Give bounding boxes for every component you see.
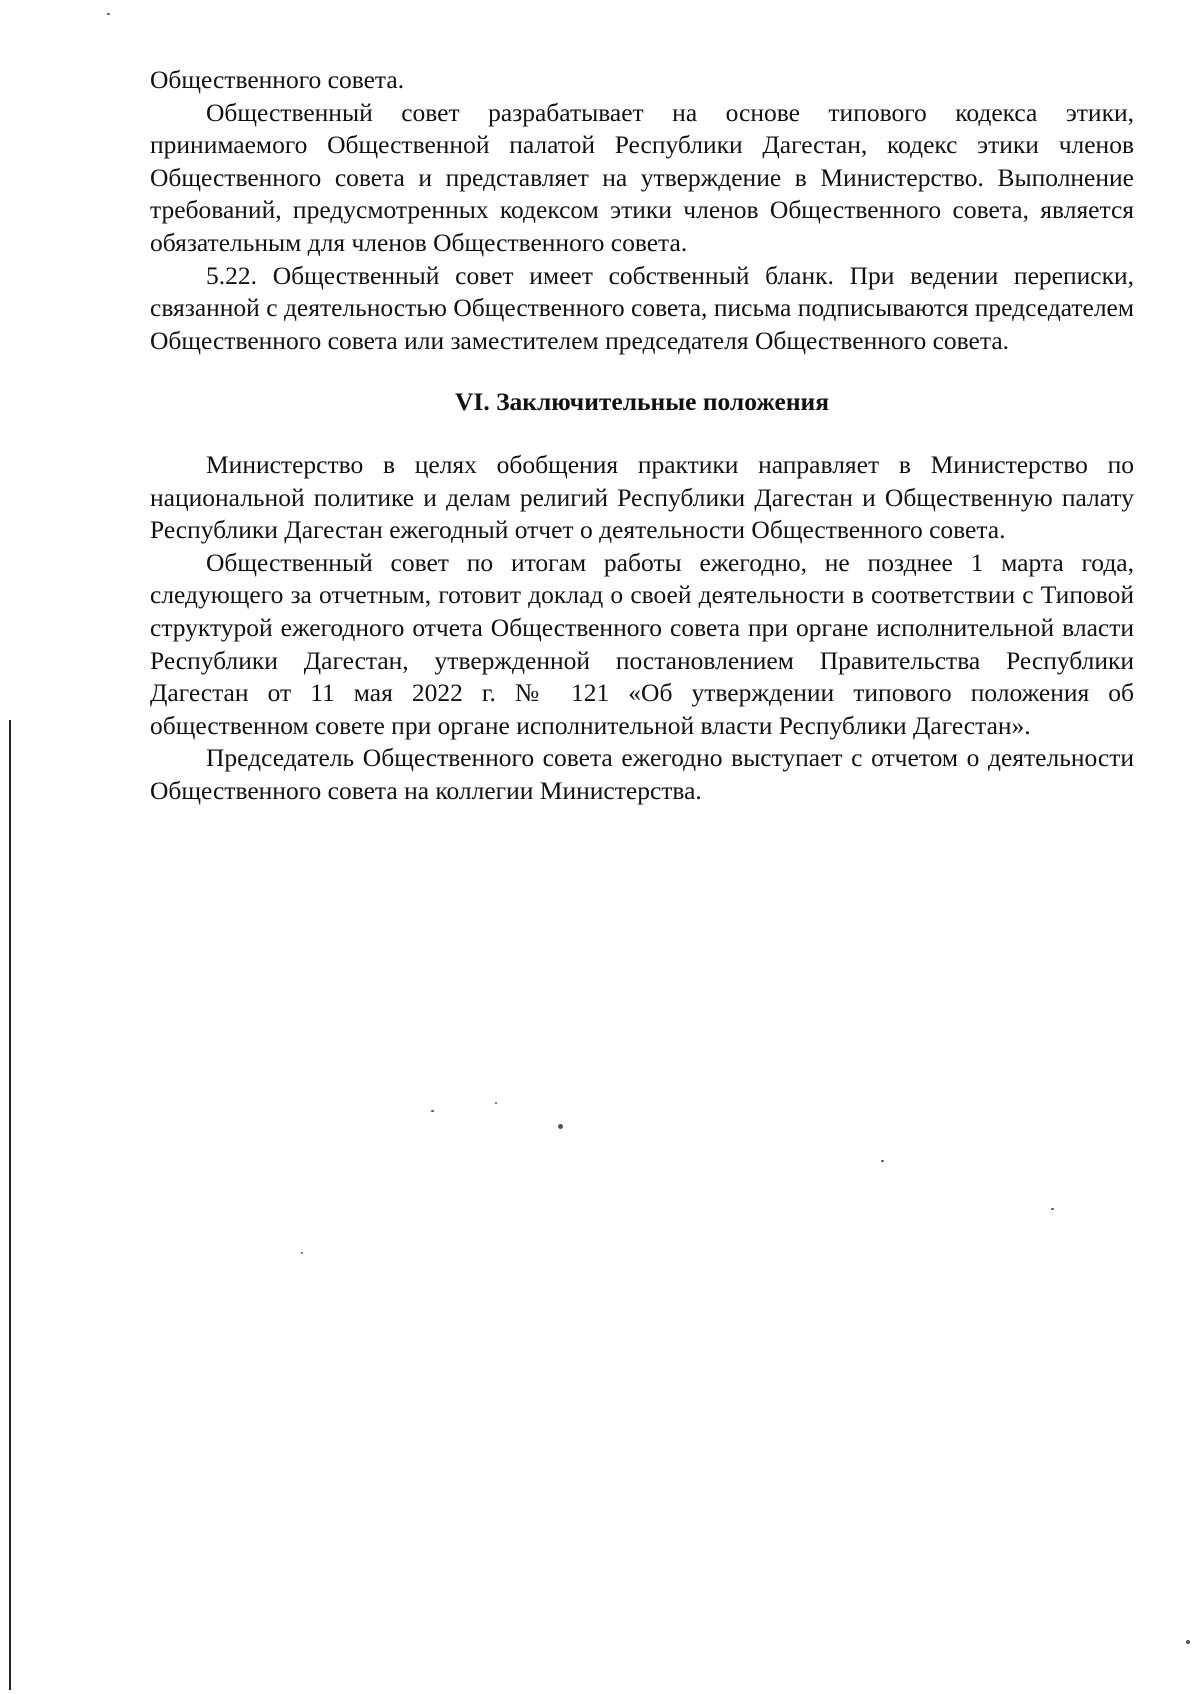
scan-speck	[881, 1160, 884, 1162]
paragraph-continuation: Общественного совета.	[150, 65, 405, 94]
scan-speck	[431, 1110, 434, 1112]
scan-speck	[301, 1252, 303, 1254]
scan-speck	[558, 1124, 563, 1129]
section-heading: VI. Заключительные положения	[455, 387, 829, 417]
scan-speck	[1051, 1208, 1054, 1210]
paragraph-5-22: 5.22. Общественный совет имеет собственный бланк. При ведении переписки, связанной с деятельностью Общественного совета, письма подписываются председателем Общественного совета или заместителем председателя Общественного совета.	[150, 260, 1134, 355]
scan-speck	[107, 13, 110, 15]
document-body	[150, 64, 1134, 807]
scan-speck	[1186, 1640, 1190, 1644]
paragraph-chairman-report: Председатель Общественного совета ежегодно выступает с отчетом о деятельности Общественного совета на коллегии Министерства.	[150, 743, 1134, 805]
scan-speck	[495, 1102, 497, 1104]
paragraph-report-deadline: Общественный совет по итогам работы ежегодно, не позднее 1 марта года, следующего за отчетным, готовит доклад о своей деятельности в соответствии с Типовой структурой ежегодного отчета Общественного совета при органе исполнительной власти Республики Дагестан, утвержденной постановлением Правительства Республики Дагестан от 11 мая 2022 г. № 121 «Об утверждении типового положения об общественном совете при органе исполнительной власти Республики Дагестан».	[150, 547, 1134, 740]
paragraph-annual-report: Министерство в целях обобщения практики направляет в Министерство по национальной политике и делам религий Республики Дагестан и Общественную палату Республики Дагестан ежегодный отчет о деятельности Общественного совета.	[150, 449, 1134, 545]
paragraph-ethics-code: Общественный совет разрабатывает на основе типового кодекса этики, принимаемого Общественной палатой Республики Дагестан, кодекс этики членов Общественного совета и представляет на утверждение в Министерство. Выполнение требований, предусмотренных кодексом этики членов Общественного совета, является обязательным для членов Общественного совета.	[150, 97, 1134, 257]
scan-edge-line	[9, 720, 11, 1690]
